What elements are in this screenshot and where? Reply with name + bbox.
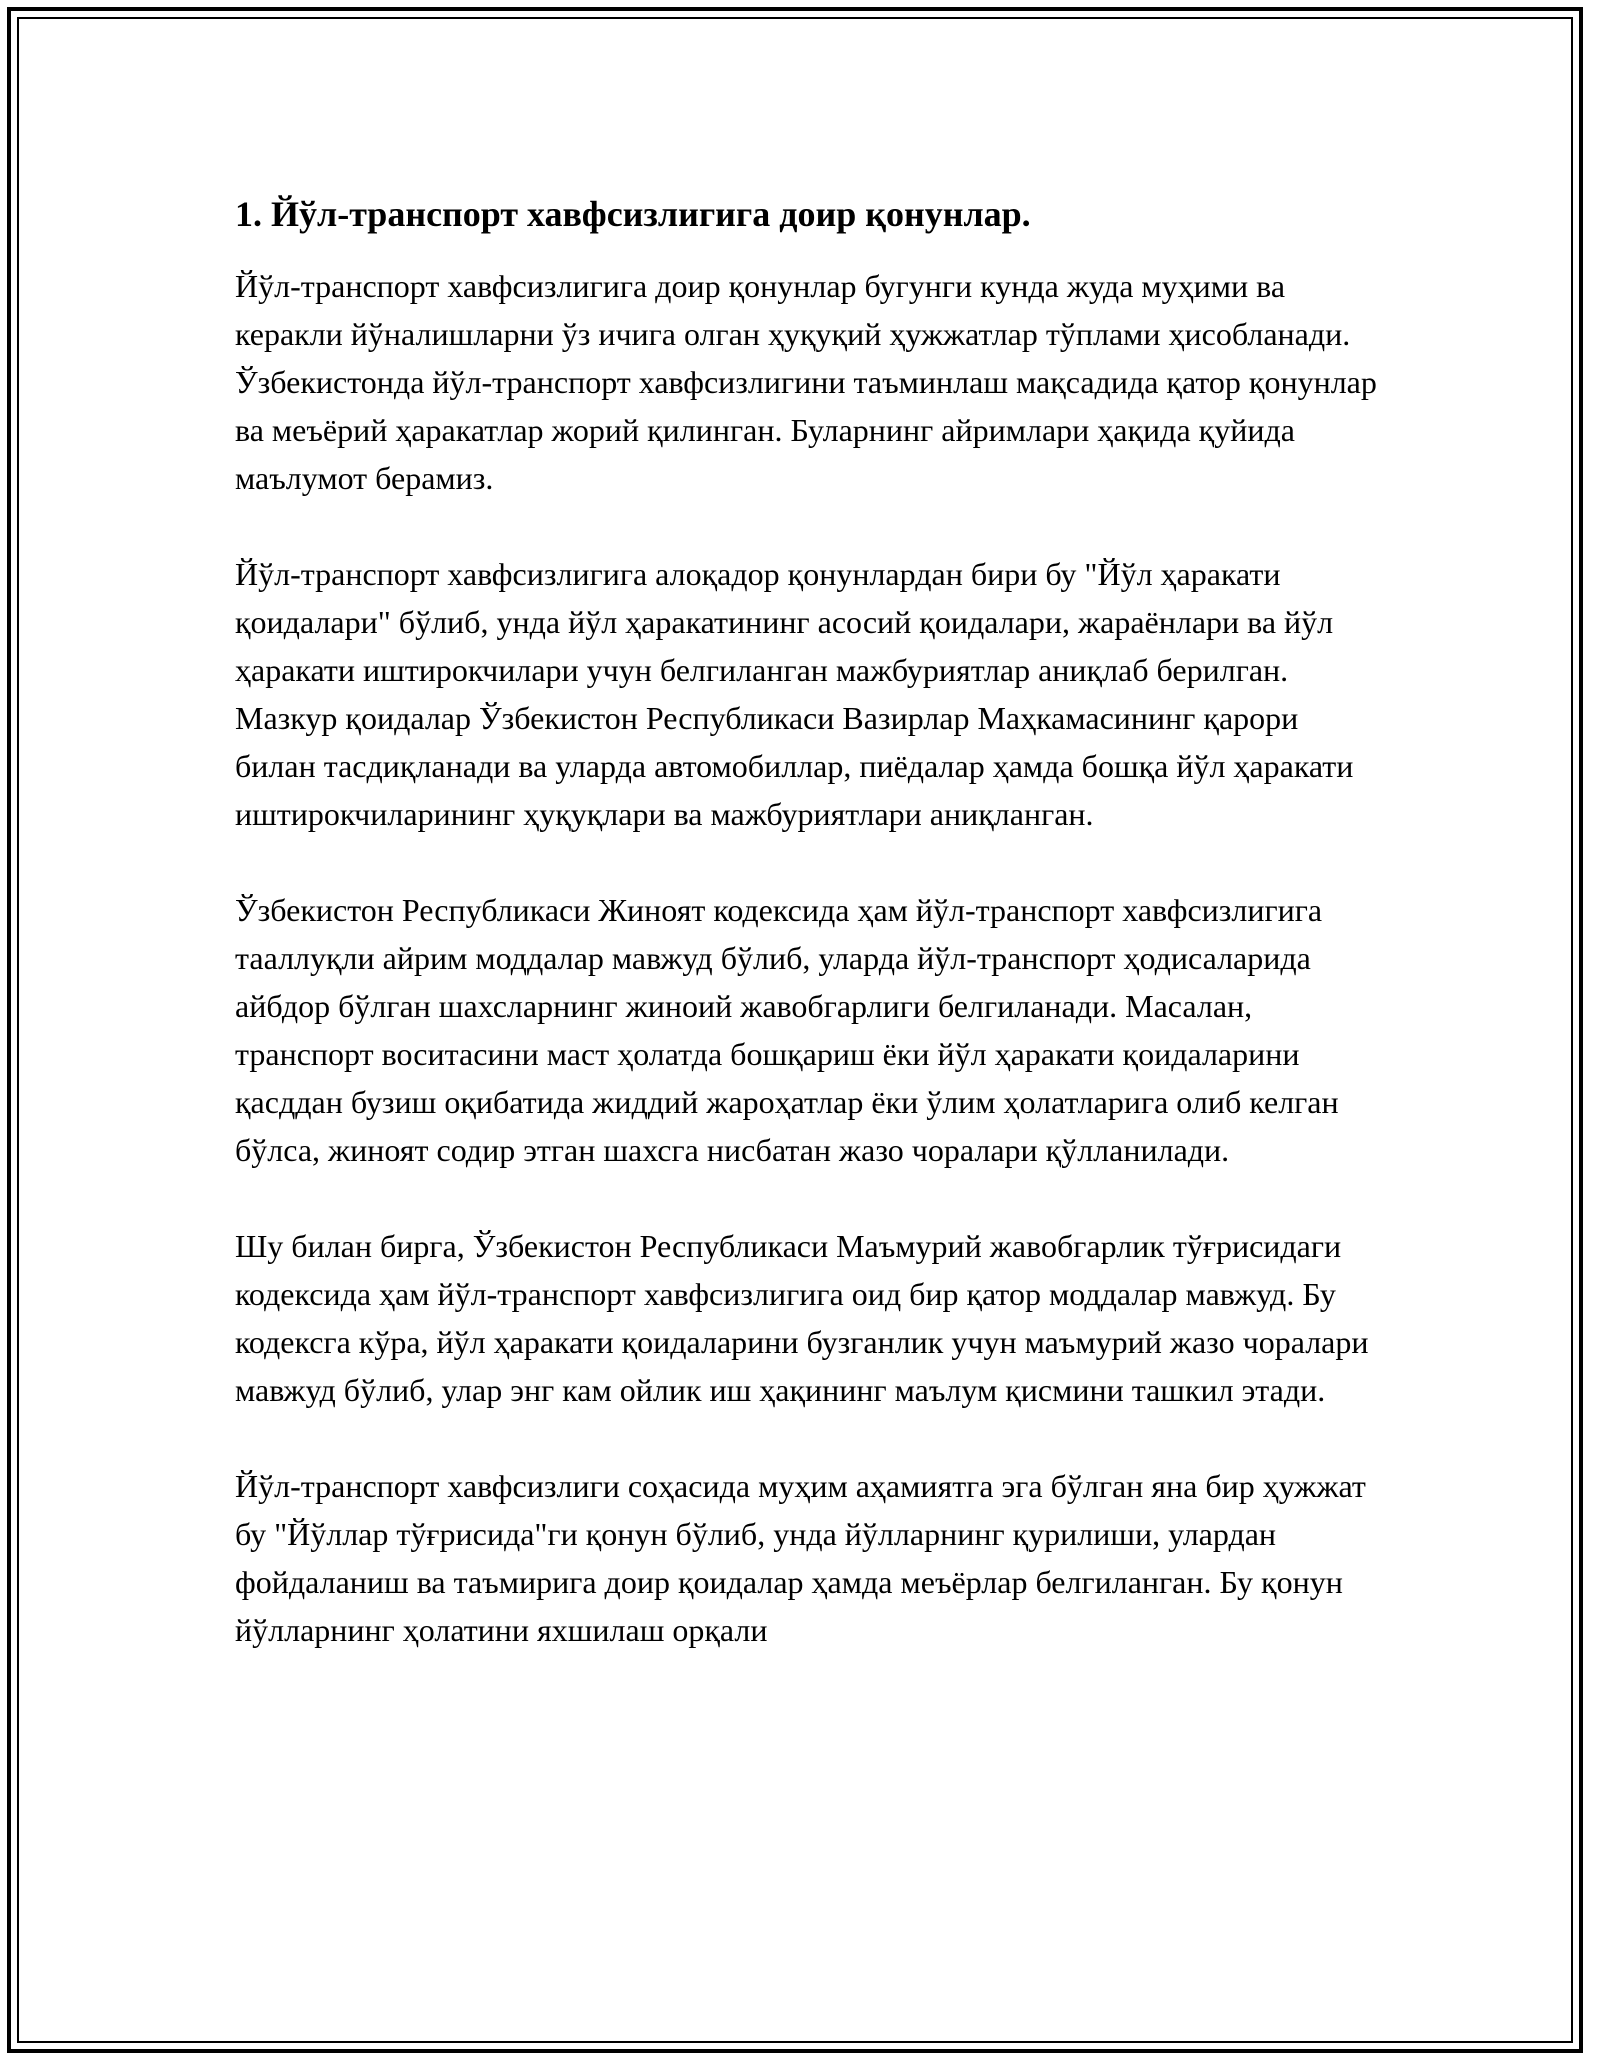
document-body bbox=[235, 190, 1380, 1702]
paragraph-4: Шу билан бирга, Ўзбекистон Республикаси Маъмурий жавобгарлик тўғрисидаги кодексида ҳам йўл-транспорт хавфсизлигига оид бир қатор моддалар мавжуд. Бу кодексга кўра, йўл ҳаракати қоидаларини бузганлик учун маъмурий жазо чоралари мавжуд бўлиб, улар энг кам ойлик иш ҳақининг маълум қисмини ташкил этади. bbox=[235, 1228, 1369, 1408]
paragraph-2: Йўл-транспорт хавфсизлигига алоқадор қонунлардан бири бу "Йўл ҳаракати қоидалари" бўлиб, унда йўл ҳаракатининг асосий қоидалари, жараёнлари ва йўл ҳаракати иштирокчилари учун белгиланган мажбуриятлар аниқлаб берилган. Мазкур қоидалар Ўзбекистон Республикаси Вазирлар Маҳкамасининг қарори билан тасдиқланади ва уларда автомобиллар, пиёдалар ҳамда бошқа йўл ҳаракати иштирокчиларининг ҳуқуқлари ва мажбуриятлари аниқланган. bbox=[235, 556, 1354, 832]
paragraph-5: Йўл-транспорт хавфсизлиги соҳасида муҳим аҳамиятга эга бўлган яна бир ҳужжат бу "Йўллар тўғрисида"ги қонун бўлиб, унда йўлларнинг қурилиши, улардан фойдаланиш ва таъмирига доир қоидалар ҳамда меъёрлар белгиланган. Бу қонун йўлларнинг ҳолатини яхшилаш орқали bbox=[235, 1468, 1366, 1648]
paragraph-1: Йўл-транспорт хавфсизлигига доир қонунлар бугунги кунда жуда муҳими ва керакли йўналишларни ўз ичига олган ҳуқуқий ҳужжатлар тўплами ҳисобланади. Ўзбекистонда йўл-транспорт хавфсизлигини таъминлаш мақсадида қатор қонунлар ва меъёрий ҳаракатлар жорий қилинган. Буларнинг айримлари ҳақида қуйида маълумот берамиз. bbox=[235, 268, 1377, 496]
paragraph-3: Ўзбекистон Республикаси Жиноят кодексида ҳам йўл-транспорт хавфсизлигига тааллуқли айрим моддалар мавжуд бўлиб, уларда йўл-транспорт ҳодисаларида айбдор бўлган шахсларнинг жиноий жавобгарлиги белгиланади. Масалан, транспорт воситасини маст ҳолатда бошқариш ёки йўл ҳаракати қоидаларини қасддан бузиш оқибатида жиддий жароҳатлар ёки ўлим ҳолатларига олиб келган бўлса, жиноят содир этган шахсга нисбатан жазо чоралари қўлланилади. bbox=[235, 892, 1339, 1168]
section-heading: 1. Йўл-транспорт хавфсизлигига доир қонунлар. bbox=[235, 194, 1031, 234]
